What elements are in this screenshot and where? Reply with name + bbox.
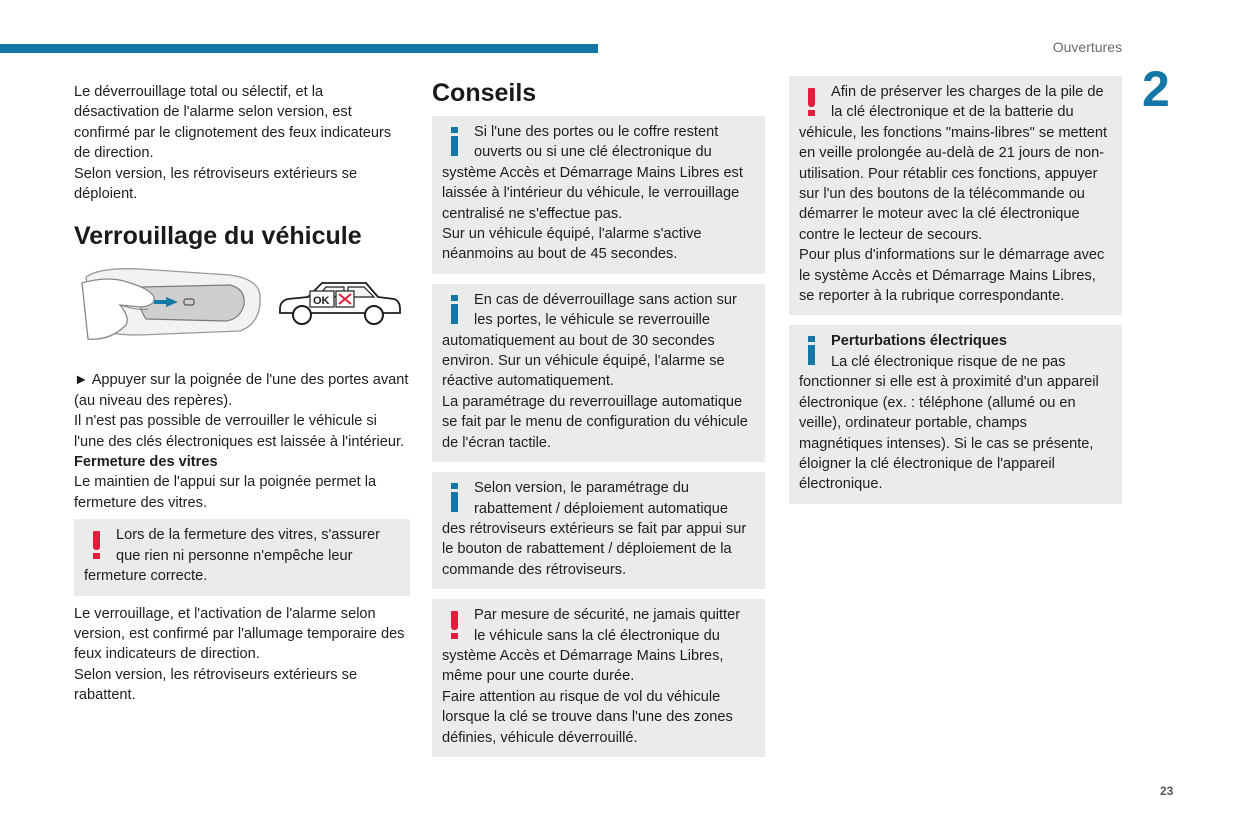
warning-text: Lors de la fermeture des vitres, s'assurer que rien ni personne n'empêche leur fermeture correcte.	[84, 527, 380, 585]
warning-box	[789, 76, 1122, 315]
info-text: La paramétrage du reverrouillage automatique se fait par le menu de configuration du véhicule de l'écran tactile.	[442, 393, 748, 451]
locking-illustration	[74, 265, 410, 361]
door-handle-illustration	[80, 265, 262, 345]
column-middle	[432, 78, 765, 767]
body-text: Il n'est pas possible de verrouiller le véhicule si l'une des clés électroniques est laissée à l'intérieur.	[74, 413, 405, 450]
info-text: Selon version, le paramétrage du rabattement / déploiement automatique des rétroviseurs extérieurs se fait par appui sur le bouton de rabattement / déploiement de la commande des rétroviseurs.	[442, 480, 747, 578]
instruction-step: ► Appuyer sur la poignée de l'une des portes avant (au niveau des repères).	[74, 372, 409, 409]
info-icon	[799, 331, 831, 369]
info-text: La clé électronique risque de ne pas fonctionner si elle est à proximité d'un appareil électronique (ex. : téléphone (allumé ou en veille), ordinateur portable, champs magnétiques intenses). Si le cas se présente, éloigner la clé électronique de l'appareil électronique.	[799, 353, 1099, 493]
info-box	[432, 472, 765, 589]
section-heading: Conseils	[432, 79, 537, 107]
info-box-title: Perturbations électriques	[831, 333, 1007, 350]
info-box	[432, 116, 765, 274]
warning-icon	[442, 605, 474, 643]
warning-icon	[84, 525, 116, 563]
warning-text: Faire attention au risque de vol du véhicule lorsque la clé se trouve dans l'une des zones définies, véhicule déverrouillé.	[442, 688, 733, 746]
intro-paragraph: Selon version, les rétroviseurs extérieurs se déploient.	[74, 165, 358, 203]
info-text: En cas de déverrouillage sans action sur les portes, le véhicule se reverrouille automatiquement au bout de 30 secondes environ. Sur un véhicule équipé, l'alarme se réactive automatiquement.	[442, 291, 737, 390]
ok-label: OK	[313, 295, 330, 308]
info-box	[789, 325, 1122, 503]
body-text: Le maintien de l'appui sur la poignée permet la fermeture des vitres.	[74, 474, 377, 511]
warning-text: Afin de préserver les charges de la pile de la clé électronique et de la batterie du véhicule, les fonctions "mains-libres" se mettent en veille prolongée au-delà de 21 jours de non-utilisation. Pour rétablir ces fonctions, appuyer sur l'un des boutons de la télécommande ou démarrer le moteur avec la clé électronique contre le lecteur de secours.	[799, 84, 1108, 243]
warning-box	[432, 599, 765, 757]
info-text: Si l'une des portes ou le coffre restent ouverts ou si une clé électronique du système Accès et Démarrage Mains Libres est laissée à l'intérieur du véhicule, le verrouillage centralisé ne s'effectue pas.	[442, 124, 743, 222]
chapter-number: 2	[1142, 61, 1170, 117]
intro-paragraph: Le déverrouillage total ou sélectif, et la désactivation de l'alarme selon version, est confirmé par le clignotement des feux indicateurs de direction.	[74, 84, 392, 162]
info-icon	[442, 478, 474, 516]
car-lock-illustration	[274, 279, 404, 329]
info-icon	[442, 290, 474, 328]
header-accent-bar	[0, 44, 598, 53]
info-icon	[442, 122, 474, 160]
column-left	[74, 82, 410, 706]
warning-icon	[799, 82, 831, 120]
body-text: Le verrouillage, et l'activation de l'alarme selon version, est confirmé par l'allumage temporaire des feux indicateurs de direction.	[74, 605, 405, 663]
info-box	[432, 284, 765, 462]
warning-text: Pour plus d'informations sur le démarrage avec le système Accès et Démarrage Mains Libres, se reporter à la rubrique correspondante.	[799, 247, 1105, 305]
column-right	[789, 76, 1122, 514]
warning-text: Par mesure de sécurité, ne jamais quitter le véhicule sans la clé électronique du système Accès et Démarrage Mains Libres, même pour une courte durée.	[442, 607, 741, 685]
section-title: Ouvertures	[1052, 39, 1122, 55]
body-text: Selon version, les rétroviseurs extérieurs se rabattent.	[74, 666, 358, 704]
section-heading: Verrouillage du véhicule	[74, 222, 362, 251]
page-number: 23	[1160, 784, 1174, 798]
warning-box	[74, 519, 410, 595]
info-text: Sur un véhicule équipé, l'alarme s'active néanmoins au bout de 45 secondes.	[442, 226, 702, 263]
subheading: Fermeture des vitres	[74, 454, 218, 471]
